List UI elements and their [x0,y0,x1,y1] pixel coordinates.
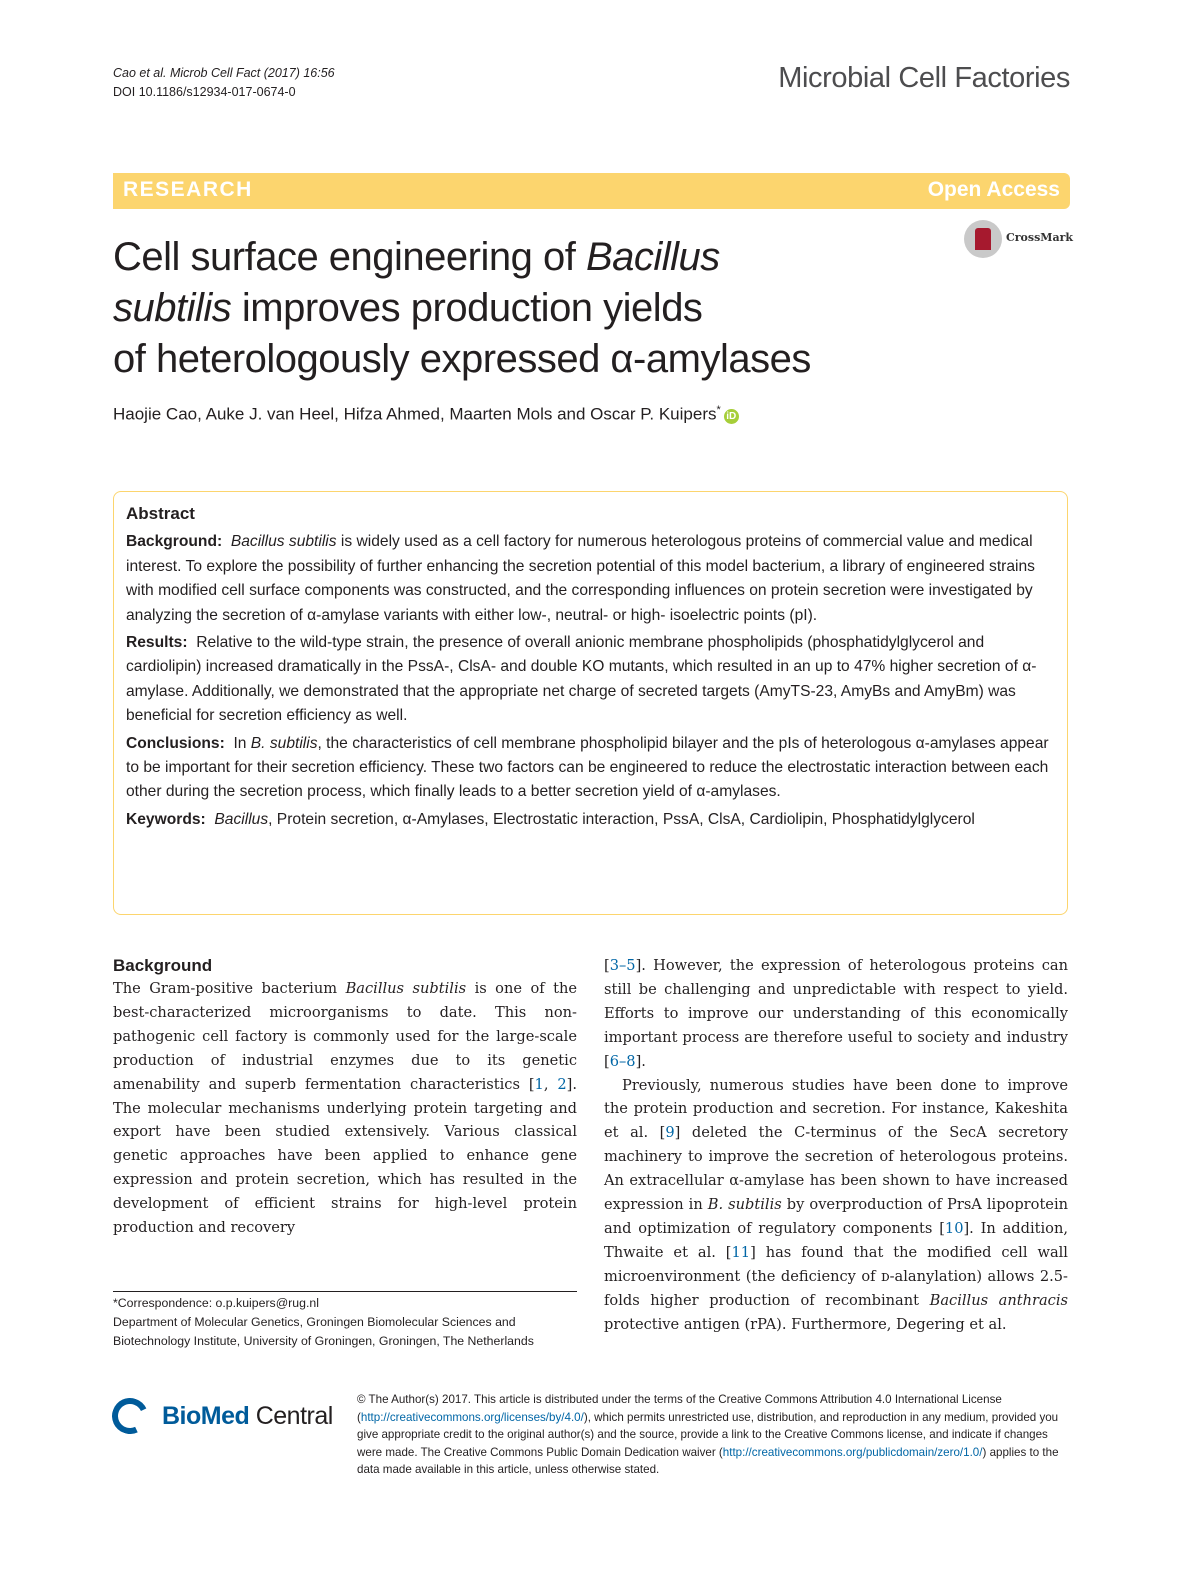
body-right-column [604,954,1068,1337]
background-label: Background: [126,533,223,551]
logo-bold-text: BioMed [162,1402,250,1430]
conclusions-text: , the characteristics of cell membrane phospholipid bilayer and the pIs of heterologous α-amylases appear to be important for their secretion efficiency. These two factors can be engineered to reduce the electrostatic interaction between each other during the secretion process, which finally leads to a better secretion yield of α-amylases. [126,734,1049,801]
results-label: Results: [126,634,188,652]
background-text: is widely used as a cell factory for numerous heterologous proteins of commercial value and medical interest. To explore the possibility of further enhancing the secretion potential of this model bacterium, a library of engineered strains with modified cell surface components was constructed, and the corresponding influences on protein secretion were investigated by analyzing the secretion of α-amylase variants with either low-, neutral- or high- isoelectric points (pI). [126,533,1035,624]
correspondence-note [113,1294,577,1351]
abstract-conclusions [126,732,1056,805]
keywords-rest: , Protein secretion, α-Amylases, Electrostatic interaction, PssA, ClsA, Cardiolipin, Phosphatidylglycerol [268,810,975,828]
body-text: ]. [635,1052,646,1070]
publisher-logo-text [162,1402,333,1431]
body-paragraph [604,954,1068,1074]
title-genus: Bacillus [585,235,720,279]
title-species: subtilis [113,286,232,330]
body-text: is one of the best-characterized microorganisms to date. This non-pathogenic cell factory is commonly used for the large-scale production of industrial enzymes due to its genetic amenability and superb fermentation characteristics [ [113,980,578,1093]
corresponding-mark: * [716,404,721,416]
body-text: [ [604,957,610,974]
open-access-label: Open Access [927,178,1060,201]
doi-line[interactable]: DOI 10.1186/s12934-017-0674-0 [113,85,296,99]
license-text: ), which permits unrestricted use, distribution, and reproduction in any medium, provided you give appropriate credit to the original author(s) and the source, provide a link to the Creative Commons license, and indicate if changes were made. The Creative Commons Public Domain Dedication waiver ( [357,1410,1059,1459]
crossmark-badge[interactable] [964,220,1074,260]
abstract-results [126,631,1056,729]
body-text: , [543,1075,558,1093]
abstract-background [126,530,1056,628]
license-statement [357,1391,1070,1479]
body-text: protective antigen (rPA). Furthermore, Degering et al. [604,1315,1007,1333]
conclusions-label: Conclusions: [126,734,225,752]
reference-link[interactable]: 2 [557,1075,567,1093]
reference-link[interactable]: 6–8 [609,1052,636,1070]
body-text: ]. However, the expression of heterologous proteins can still be challenging and unpredictable with respect to yield. Efforts to improve our understanding of this economically important process are therefore useful to society and industry [ [604,957,1068,1070]
body-text: Previously, numerous studies have been done to improve the protein production and secretion. For instance, Kakeshita et al. [ [604,1076,1068,1142]
results-text: Relative to the wild-type strain, the presence of overall anionic membrane phospholipids (phosphatidylglycerol and cardiolipin) increased dramatically in the PssA-, ClsA- and double KO mutants, which resulted in an up to 47% higher secretion of α-amylase. Additionally, we demonstrated that the appropriate net charge of secreted targets (AmyTS-23, AmyBs and AmyBm) was beneficial for secretion efficiency as well. [126,634,1037,725]
reference-link[interactable]: 10 [944,1219,964,1237]
reference-link[interactable]: 11 [731,1243,751,1261]
author-names: Haojie Cao, Auke J. van Heel, Hifza Ahmed, Maarten Mols and Oscar P. Kuipers [113,404,717,424]
crossmark-label: CrossMark [1006,231,1073,244]
reference-link[interactable]: 3–5 [609,957,636,974]
orcid-icon[interactable]: iD [724,409,739,424]
article-type-band [113,173,1070,209]
journal-name: Microbial Cell Factories [778,62,1070,94]
biomed-central-ring-icon [107,1393,153,1439]
conclusions-species: B. subtilis [250,734,318,752]
body-text: ] has found that the modified cell wall microenvironment (the deficiency of ᴅ-alanylation) allows 2.5-folds higher production of recombinant [604,1243,1068,1309]
body-text: ] deleted the C-terminus of the SecA secretory machinery to improve the secretion of heterologous proteins. An extracellular α-amylase has been shown to have increased expression in [604,1124,1068,1214]
license-text: ) applies to the data made available in this article, unless otherwise stated. [357,1445,1059,1476]
body-text: ]. In addition, Thwaite et al. [ [604,1219,1068,1261]
body-text: by overproduction of PrsA lipoprotein and optimization of regulatory components [ [604,1196,1069,1237]
author-list [113,404,739,425]
correspondence-email[interactable]: *Correspondence: o.p.kuipers@rug.nl [113,1296,319,1310]
correspondence-affiliation: Department of Molecular Genetics, Groningen Biomolecular Sciences and Biotechnology Institute, University of Groningen, Groningen, The Netherlands [113,1315,534,1348]
public-domain-link[interactable]: http://creativecommons.org/publicdomain/zero/1.0/ [722,1445,983,1459]
reference-link[interactable]: 1 [534,1075,544,1093]
citation-line: Cao et al. Microb Cell Fact (2017) 16:56 [113,66,335,80]
abstract-keywords [126,808,1056,832]
species-name: B. subtilis [707,1196,782,1214]
keywords-label: Keywords: [126,810,206,828]
body-text: ]. The molecular mechanisms underlying protein targeting and export have been studied extensively. Various classical genetic approaches have been applied to enhance gene expression and protein secretion, which has resulted in the development of efficient strains for high-level protein production and recovery [113,1075,577,1237]
section-heading-background: Background [113,956,213,975]
article-type-label: RESEARCH [123,178,253,201]
title-line3: of heterologously expressed α-amylases [113,337,811,381]
article-title [113,232,973,385]
background-species: Bacillus subtilis [230,533,337,551]
body-paragraph [113,977,577,1240]
conclusions-pre: In [233,734,251,752]
body-text: The Gram-positive bacterium [113,980,346,997]
species-name: Bacillus subtilis [345,980,467,997]
license-text: © The Author(s) 2017. This article is distributed under the terms of the Creative Commons Attribution 4.0 International License ( [357,1393,1002,1424]
body-paragraph [604,1074,1068,1337]
article-citation [113,64,335,102]
logo-rest-text: Central [249,1402,333,1430]
title-line1: Cell surface engineering of [113,235,586,279]
body-left-column [113,954,577,1240]
license-link[interactable]: http://creativecommons.org/licenses/by/4.0/ [360,1410,584,1424]
reference-link[interactable]: 9 [665,1124,675,1142]
abstract-heading: Abstract [126,504,195,523]
publisher-logo [112,1394,342,1444]
footnote-divider [113,1291,577,1292]
abstract-box [113,491,1068,915]
species-name: Bacillus anthracis [929,1291,1069,1309]
title-line2: improves production yields [231,286,703,330]
keyword-first: Bacillus [214,810,269,828]
